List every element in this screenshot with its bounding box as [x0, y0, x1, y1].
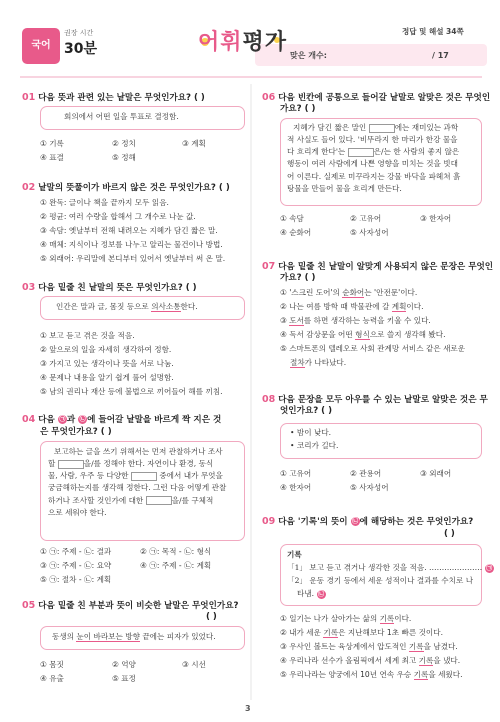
question-09	[262, 516, 473, 529]
passage-text: 회의에서 어떤 일을 투표로 결정함.	[64, 112, 179, 121]
question-text: 에 들어갈 낱말을 바르게 짝 지은 것	[87, 415, 222, 425]
option-1[interactable]: ① 완독: 글이나 책을 끝까지 모두 읽음.	[40, 198, 169, 207]
question-text: 낱말의 뜻풀이가 바르지 않은 것은 무엇인가요? ( )	[38, 183, 230, 193]
option-part: 는 '안전문'이다.	[364, 288, 418, 297]
blank-box	[131, 472, 157, 481]
question-number: 02	[22, 182, 36, 193]
question-text: 다음 밑줄 친 낱말의 뜻은 무엇인가요? ( )	[38, 283, 197, 293]
option-3[interactable]: ③ 가지고 있는 생각이나 뜻을 서로 나눔.	[40, 359, 174, 368]
passage-line: 행동이 여러 사람에게 나쁜 영향을 미치는 것을 빗대	[287, 159, 458, 169]
passage-part: 인간은 말과 글, 몸짓 등으로	[56, 302, 152, 311]
score-label: 맞은 개수:	[290, 51, 327, 60]
passage-line: 적 사실도 들어 있다. '비뚜라지 한 마리가 한강 물을	[287, 135, 458, 145]
question-04-line2: 은 무엇인가요? ( )	[40, 427, 112, 437]
passage-line: 보고하는 글을 쓰기 위해서는 먼저 관찰하거나 조사	[54, 447, 223, 456]
option-5[interactable]	[280, 670, 463, 680]
option-part: ② 내가 세운	[280, 628, 324, 637]
question-number: 09	[262, 516, 276, 527]
answer-reference: 정답 및 해설 34쪽	[402, 27, 464, 36]
definition-2: 「2」 운동 경기 등에서 세운 성적이나 결과를 수치로 나	[287, 576, 474, 585]
question-02	[22, 182, 230, 195]
blank-box	[369, 124, 395, 133]
option-1[interactable]: ① 속담	[280, 214, 304, 223]
passage-line	[48, 470, 242, 482]
option-part: ③ 우사인 볼트는 육상계에서 압도적인	[280, 642, 409, 651]
page-title	[198, 28, 287, 58]
question-text: 다음 문장을 모두 아우를 수 있는 낱말로 알맞은 것은 무	[278, 395, 488, 405]
underlined-word: 의사소통	[151, 302, 181, 311]
option-part: 이다.	[406, 302, 424, 311]
circle-marker-a: ㉠	[486, 564, 493, 572]
question-number: 08	[262, 394, 276, 405]
option-3[interactable]: ③ 외래어	[420, 469, 452, 478]
option-2[interactable]: ② 억양	[112, 660, 136, 669]
option-5[interactable]: ⑤ ㉠: 절차 - ㉡: 계획	[40, 575, 112, 584]
underlined-word: 기록	[379, 614, 395, 623]
passage-part: 할	[48, 459, 58, 469]
definition-2-line2	[297, 588, 326, 600]
passage-part: 을/를 구체적	[171, 495, 214, 505]
question-number: 05	[22, 600, 36, 611]
option-5[interactable]: ⑤ 정해	[112, 153, 136, 162]
option-part: ① '스크린 도어'의	[280, 288, 343, 297]
question-text: 다음	[38, 415, 58, 425]
page-number: 3	[245, 704, 251, 713]
underlined-word: 기록	[413, 670, 429, 679]
passage-line: 으로 세워야 한다.	[48, 507, 107, 517]
question-05	[22, 600, 239, 613]
option-part: 가 나타났다.	[304, 358, 347, 367]
blank-box	[348, 148, 374, 157]
question-03	[22, 282, 197, 295]
option-4[interactable]: ④ 표결	[40, 153, 64, 162]
question-number: 04	[22, 414, 36, 425]
option-part: ② 나는 여름 방학 때 박물관에 갈	[280, 302, 392, 311]
underlined-word: 기록	[408, 642, 424, 651]
passage-line: 탕물을 만들어 물을 흐리게 만든다.	[287, 183, 402, 193]
passage-part: 물, 사람, 우주 등 다양한	[48, 471, 131, 481]
underlined-word: 도서	[289, 316, 304, 325]
option-2[interactable]: ② 앞으로의 일을 자세히 생각하여 정함.	[40, 345, 172, 354]
option-1[interactable]: ① 몸짓	[40, 660, 64, 669]
option-1[interactable]: ① 보고 듣고 겪은 것을 적음.	[40, 331, 135, 340]
question-06	[262, 92, 490, 105]
option-3[interactable]: ③ 계획	[182, 139, 206, 148]
passage-part: 을/를 정해야 한다. 자연이나 환경, 동식	[83, 459, 214, 469]
option-part: 이다.	[394, 614, 412, 623]
option-5[interactable]	[280, 344, 465, 354]
option-4[interactable]: ④ 매체: 지식이나 정보를 나누고 알리는 물건이나 방법.	[40, 240, 223, 249]
passage-part: 끝에는 피자가 있었다.	[139, 632, 216, 641]
option-part: ⑤ 스마트폰의 텔레오로 사회 관계망 서비스 같은 새로운	[280, 344, 466, 353]
option-part: 으로 쓸지 생각해 봤다.	[369, 330, 446, 339]
passage-part: 하거나 조사할 것인가에 대한	[48, 495, 146, 505]
option-2[interactable]	[280, 628, 443, 638]
option-1[interactable]: ① 고유어	[280, 469, 312, 478]
option-3[interactable]	[280, 316, 431, 326]
passage-part: 한다.	[180, 302, 198, 311]
definition-part: 타냄.	[297, 589, 317, 598]
question-01	[22, 92, 205, 105]
passage-bullet-2: • 코리가 길다.	[290, 441, 339, 450]
option-5[interactable]: ⑤ 표정	[112, 674, 136, 683]
underlined-word: 기록	[323, 628, 339, 637]
subject-badge: 국어	[22, 28, 60, 64]
option-part: 을 남겼다.	[423, 642, 458, 651]
passage-line	[287, 146, 479, 158]
option-3[interactable]	[280, 642, 458, 652]
option-part: ① 일기는 나가 살아가는 삶의	[280, 614, 380, 623]
option-4[interactable]: ④ 순화어	[280, 228, 312, 237]
option-2[interactable]: ② 정치	[112, 139, 136, 148]
circle-marker-b: ㉡	[317, 590, 324, 598]
underlined-phrase: 눈이 바라보는 방향	[76, 632, 140, 641]
option-3[interactable]: ③ ㉠: 주제 - ㉡: 요약	[40, 561, 112, 570]
question-number: 07	[262, 261, 276, 272]
question-08	[262, 394, 488, 407]
passage-text	[287, 122, 479, 195]
underlined-word: 순화어	[342, 288, 365, 297]
option-5[interactable]: ⑤ 외래어: 우리말에 본디부터 있어서 옛날부터 써 온 말.	[40, 254, 226, 263]
circle-marker-b: ㉡	[79, 416, 86, 423]
answer-paren: ( )	[206, 612, 217, 622]
underlined-word: 절차	[290, 358, 305, 367]
option-part: ④ 우리나라 선수가 올림픽에서 세계 최고	[280, 656, 419, 665]
question-text: 다음 '기록'의 뜻이	[278, 517, 351, 527]
passage-line	[48, 495, 242, 507]
definition-part: 「1」 보고 듣고 겪거나 생각한 것을 적음. …………………	[287, 563, 485, 572]
option-2[interactable]	[280, 302, 424, 312]
option-4[interactable]: ④ 문제나 내용을 알기 쉽게 풀어 설명함.	[40, 373, 174, 382]
question-07	[262, 261, 493, 274]
time-value: 30분	[64, 41, 98, 57]
question-04	[22, 414, 221, 427]
circle-marker-a: ㉠	[59, 416, 66, 423]
option-2[interactable]: ② 고유어	[350, 214, 382, 223]
definition-heading: 기록	[287, 550, 302, 559]
question-06-line2: 가요? ( )	[280, 104, 316, 114]
question-text: 다음 뜻과 관련 있는 낱말은 무엇인가요? ( )	[38, 93, 205, 103]
question-text: 에 해당하는 것은 무엇인가요?	[359, 517, 474, 527]
underlined-word: 기록	[418, 656, 434, 665]
option-2[interactable]: ② 관용어	[350, 469, 382, 478]
option-5[interactable]: ⑤ 남의 권리나 재산 등에 불법으로 끼어들어 해를 끼침.	[40, 387, 223, 396]
circle-marker-b: ㉡	[352, 518, 359, 525]
question-text: 다음 밑줄 친 낱말이 알맞게 사용되지 않은 문장은 무엇인	[278, 262, 494, 272]
passage-line: 어 이른다. 실제로 미꾸라지는 강물 바닥을 파헤쳐 흙	[287, 171, 461, 181]
question-text: 과	[66, 415, 79, 425]
passage-line: 궁금해하는지를 생각해 정한다. 그런 다음 어떻게 관찰	[48, 483, 227, 493]
score-total: / 17	[432, 51, 449, 60]
option-part: 을 냈다.	[433, 656, 461, 665]
option-5-line2	[290, 358, 346, 368]
question-08-line2: 엇인가요? ( )	[280, 406, 333, 416]
passage-part: 은/는 한 사람의 좋지 않은	[373, 147, 460, 157]
passage-part: 에는 재미있는 과학	[394, 123, 459, 132]
option-1[interactable]: ① 기록	[40, 139, 64, 148]
title-part-a: 어휘	[198, 30, 243, 55]
option-5[interactable]: ⑤ 사자성어	[350, 228, 389, 237]
passage-line	[48, 458, 242, 470]
option-1[interactable]	[280, 288, 417, 298]
passage-line	[287, 122, 479, 134]
option-3[interactable]: ③ 속담: 옛날부터 전해 내려오는 지혜가 담긴 짧은 말.	[40, 226, 218, 235]
passage-part: 중에서 내가 무엇을	[156, 471, 223, 481]
option-part: ④ 독서 감상문을 어떤	[280, 330, 356, 339]
option-3[interactable]: ③ 한자어	[420, 214, 452, 223]
option-2[interactable]: ② ㉠: 목적 - ㉡: 형식	[140, 547, 212, 556]
question-number: 01	[22, 92, 36, 103]
answer-paren: ( )	[444, 529, 455, 539]
definition-1	[287, 562, 494, 574]
option-2[interactable]: ② 평균: 여러 수량을 합해서 그 개수로 나눈 값.	[40, 212, 196, 221]
passage-bullet-1: • 밤이 낮다.	[290, 428, 332, 437]
option-3[interactable]: ③ 시선	[182, 660, 206, 669]
option-4[interactable]	[280, 656, 460, 666]
option-1[interactable]: ① ㉠: 주제 - ㉡: 결과	[40, 547, 112, 556]
option-part: 을 세웠다.	[428, 670, 463, 679]
option-4[interactable]: ④ 유출	[40, 674, 64, 683]
title-part-b: 평가	[242, 30, 288, 55]
passage-text	[48, 446, 242, 519]
underlined-word: 계획	[391, 302, 407, 311]
question-text: 다음 밑줄 친 부분과 뜻이 비슷한 낱말은 무엇인가요?	[38, 601, 239, 611]
question-number: 03	[22, 282, 36, 293]
question-number: 06	[262, 92, 276, 103]
option-4[interactable]: ④ ㉠: 주제 - ㉡: 계획	[140, 561, 212, 570]
option-part: ③	[280, 316, 290, 325]
blank-box	[58, 460, 84, 469]
question-text: 다음 빈칸에 공통으로 들어갈 낱말로 알맞은 것은 무엇인	[278, 93, 491, 103]
option-1[interactable]	[280, 614, 411, 624]
option-part: 은 지난해보다 1초 빠른 것이다.	[338, 628, 444, 637]
time-label: 권장 시간	[64, 29, 94, 37]
passage-text	[56, 301, 198, 313]
passage-part: 지혜가 담긴 짧은 말인	[293, 123, 369, 132]
passage-text	[52, 631, 216, 643]
blank-box	[146, 496, 172, 505]
option-part: 를 하면 생각하는 능력을 키울 수 있다.	[303, 316, 431, 325]
option-5[interactable]: ⑤ 사자성어	[350, 483, 389, 492]
option-4[interactable]	[280, 330, 446, 340]
option-4[interactable]: ④ 한자어	[280, 483, 312, 492]
question-07-line2: 가요? ( )	[280, 273, 316, 283]
underlined-word: 형식	[355, 330, 370, 339]
passage-part: 동생의	[52, 632, 77, 641]
passage-part: 다 흐리게 한다'는	[287, 147, 348, 157]
option-part: ⑤ 우리나라는 양궁에서 10년 연속 우승	[280, 670, 414, 679]
